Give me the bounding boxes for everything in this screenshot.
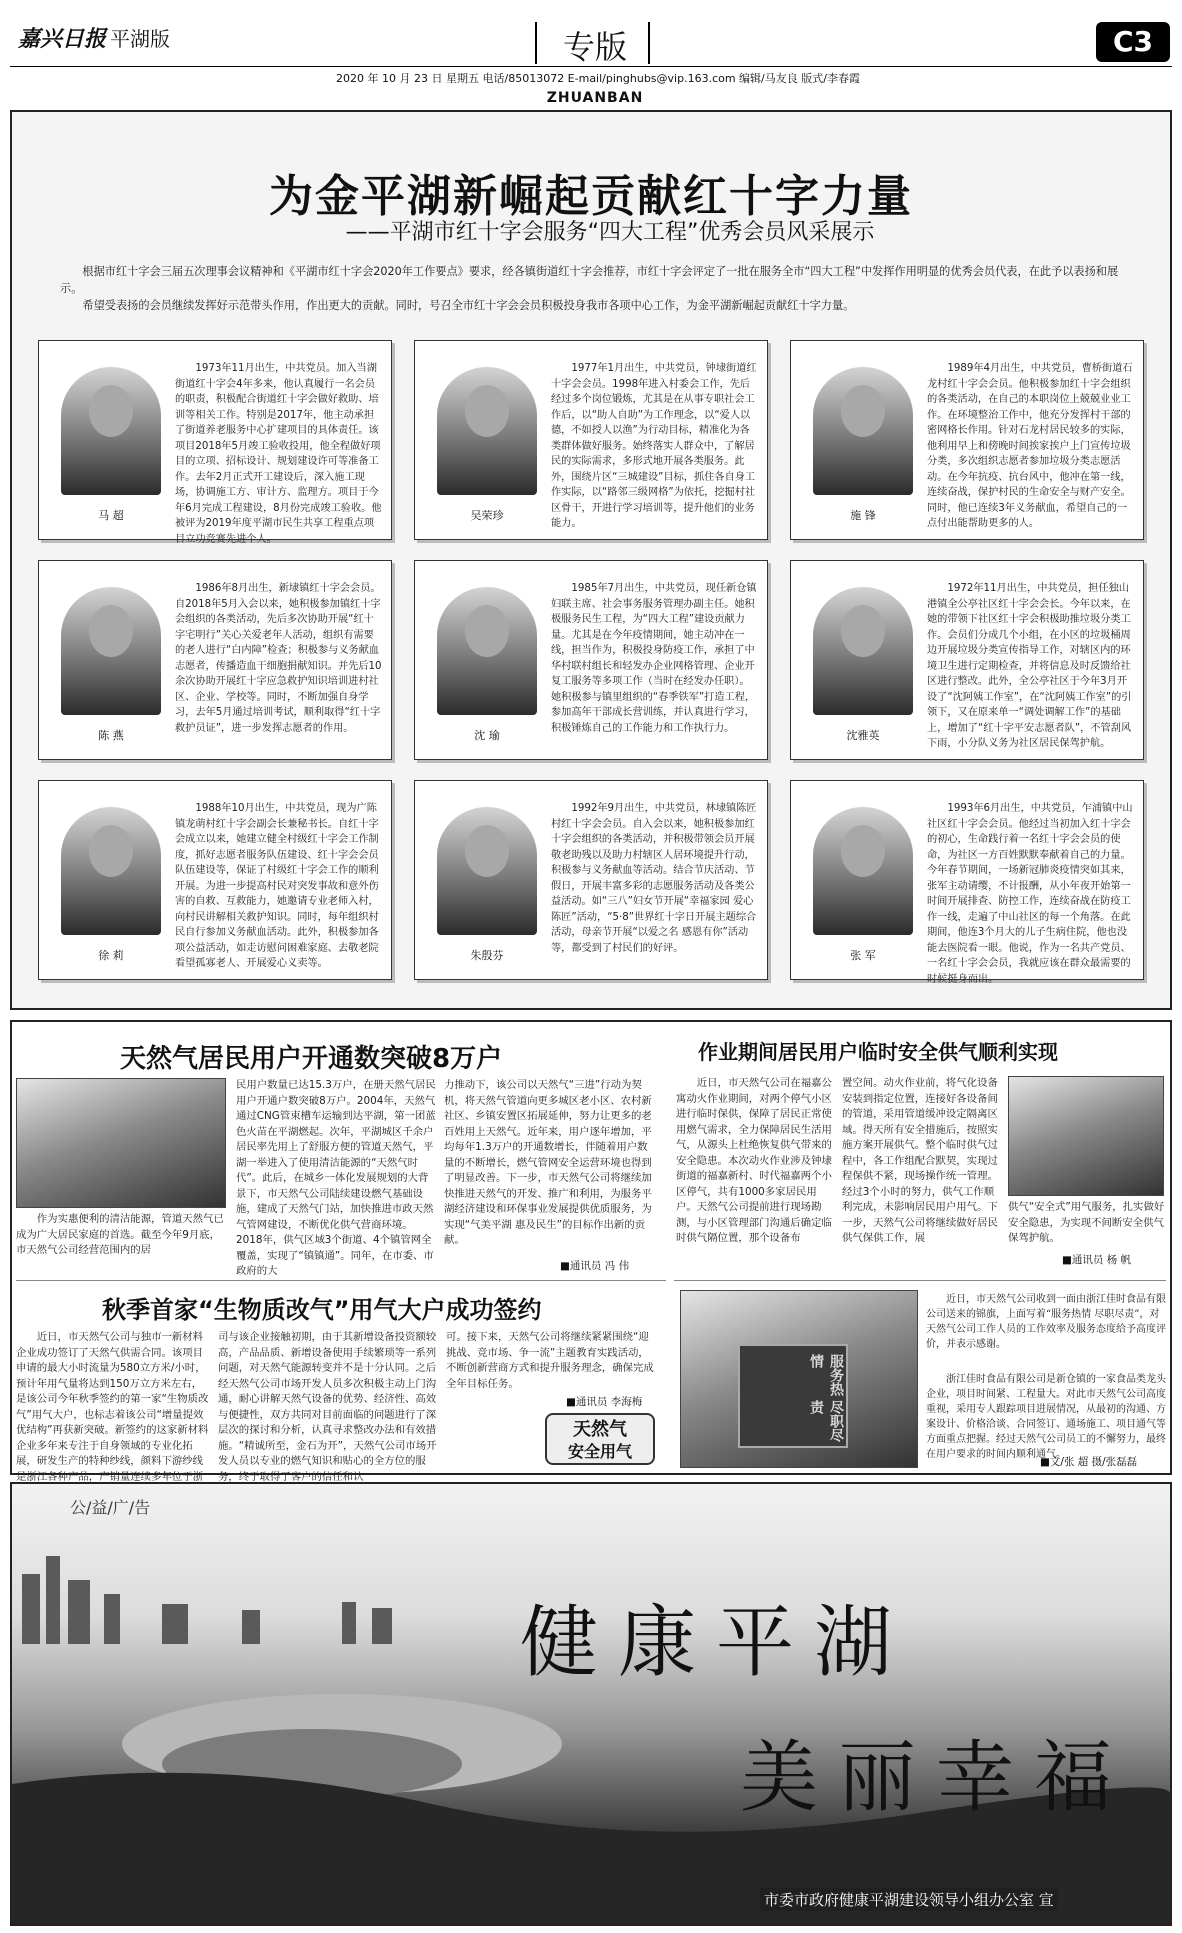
intro-paragraph: 希望受表扬的会员继续发挥好示范带头作用，作出更大的贡献。同时，号召全市红十字会会员积极投身我市各项中心工作，为金平湖新崛起贡献红十字力量。 [82,299,855,312]
badge-line: 天然气 [573,1419,627,1440]
article-column: 浙江佳时食品有限公司是新仓镇的一家食品类龙头企业，项目时间紧、工程量大。对此市天然气公司高度重视，采用专人跟踪项目进展情况，从最初的沟通、方案设计、价格洽谈、合同签订、通场施工、项目通气等方面重点把握。经过天然气公司员工的不懈努力，最终在用户要求的时间内顺利通气。 [926,1374,1166,1460]
member-photo [813,367,913,495]
member-bio: 1985年7月出生，中共党员，现任新仓镇妇联主席、社会事务服务管理办副主任。她积极服务民生工程，为“四大工程”建设贡献力量。尤其是在今年疫情期间，她主动冲在一线，担当作为，积极投身防疫工作，承担了中华村联村组长和轻发办企业网格管理、企业开复工服务等多项工作（当时在经发办任职）。她积极参与镇里组织的“春季铁军”打造工程，参加高年干部成长营训练，并认真进行学习，积极锤炼自己的工作能力和工作执行力。 [551,583,757,734]
member-photo [437,367,537,495]
member-bio: 1972年11月出生，中共党员，担任独山港镇全公亭社区红十字会会长。今年以来，在她的带领下社区红十字会积极助推垃圾分类工作。会员们分成几个小组，在小区的垃圾桶周边开展垃圾分类宣传指导工作，对辖区内的环境卫生进行定期检查，并将信息及时反馈给社区进行整改。此外，全公亭社区于今年3月开设了“沈阿姨工作室”，在“沈阿姨工作室”的引领下，又在原来单一“调处调解工作”的基础上，增加了“红十字平安志愿者队”，不管刮风下雨，小分队义务为社区居民保驾护航。 [927,583,1132,749]
member-photo [61,807,161,935]
member-name: 吴荣珍 [470,509,504,522]
member-card [790,780,1144,985]
member-photo [437,587,537,715]
article-column: 力推动下，该公司以天然气“三进”行动为契机，将天然气管道向更多城区老小区、农村新社区、乡镇安置区拓展延伸，努力让更多的老百姓用上天然气。近年来，用户逐年增加，平均每年1.3万户的开通数增长，伴随着用户数量的不断增长，燃气管网安全运营环境也得到了明显改善。下一步，市天然气公司将继续加快推进天然气的开发、推广和利用，为服务平湖经济建设和环保事业发展提供优质服务，为实现“气美平湖 惠及民生”的目标作出新的贡献。 [444,1079,652,1246]
ad-slogan-1: 健康平湖 [520,1598,913,1688]
article-caption: 作为实惠便利的清洁能源，管道天然气已成为广大居民家庭的首选。截至今年9月底，市天然气公司经营范围内的居 [16,1213,224,1256]
article-column: 近日，市天然气公司在福嘉公寓动火作业期间，对两个停气小区进行临时保供，保障了居民正常使用燃气需求，全力保障居民生活用气，从源头上杜绝恢复供气带来的安全隐患。本次动火作业涉及钟埭街道的福嘉新村、时代福嘉两个小区停气，共有1000多家居民用户。天然气公司提前进行现场勘测，与小区管理部门沟通后确定临时供气隔位置，那个设备布 [676,1077,832,1244]
pennant-text: 服务热情 [808,1354,844,1396]
article-photo [1008,1076,1164,1196]
member-photo [61,367,161,495]
member-bio: 1989年4月出生，中共党员，曹桥街道石龙村红十字会会员。他积极参加红十字会组织的各类活动，在自己的本职岗位上兢兢业业工作。在环境整治工作中，他充分发挥村干部的密网格长作用。针对石龙村居民较多的实际，他利用早上和傍晚时间挨家挨户上门宣传垃圾分类，多次组织志愿者参加垃圾分类志愿活动。在今年抗疫、抗台风中，他冲在第一线，连续奋战，保护村民的生命安全与财产安全。同时，他已连续3年义务献血，希望自己的一点付出能帮助更多的人。 [927,363,1133,529]
section-title: 专版 [562,28,627,66]
member-name: 张 军 [850,949,876,962]
article-column: 民用户数量已达15.3万户，在册天然气居民用户开通户数突破8万户。2004年，天然气通过CNG管束槽车运输到达平湖，第一团蓝色火苗在平湖燃起。次年，平湖城区千余户居民率先用上了舒服方便的管道天然气，平湖一举进入了使用清洁能源的“天然气时代”。此后，在城乡一体化发展规划的大背景下，市天然气公司陆续建设燃气基础设施，建成了天然气门站，加快推进市政天然气管网建设，不断优化供气营商环境。2018年，供气区域3个街道、4个镇管网全覆盖，实现了“镇镇通”。同年，在市委、市政府的大 [236,1079,436,1277]
feature-title: 为金平湖新崛起贡献红十字力量 [269,171,913,222]
article-column: 近日，市天然气公司与独市一新材料企业成功签订了天然气供需合同。该项目申请的最大小时流量为580立方米/小时，预计年用气量将达到150万立方米左右，是该公司今年秋季签约的第一家“生物质改气”用气大户，也标志着该公司“增量提效优结构”再获新突破。新签约的这家新材料企业多年来专注于自身领域的专业化拓展，研发生产的特种纱线，颜料下游纱线是浙江各种产品，产销量连续多年位于浙 [16,1331,209,1483]
pennant [738,1344,848,1448]
pennant-text: 尽职尽责 [808,1400,844,1442]
member-card [38,340,392,545]
intro-paragraph: 根据市红十字会三届五次理事会议精神和《平湖市红十字会2020年工作要点》要求，经各镇街道红十字会推荐，市红十字会评定了一批在服务全市“四大工程”中发挥作用明显的优秀会员代表，在此予以表扬和展示。 [60,265,1119,295]
member-card [38,560,392,760]
masthead-divider [535,22,537,64]
member-card [414,340,768,540]
article-column: 供气“安全式”用气服务，扎实做好安全隐患，为实现不间断安全供气保驾护航。 [1008,1201,1165,1244]
member-card [790,560,1144,760]
ad-frame [10,1482,1172,1926]
ad-label: 公/益/广/告 [70,1498,151,1517]
masthead-divider [648,22,650,64]
section-title-en: ZHUANBAN [546,90,644,106]
section-divider [16,1280,666,1281]
member-name: 陈 燕 [98,729,124,742]
member-photo [61,587,161,715]
paper-name: 嘉兴日报 [18,26,107,52]
article-column: 近日，市天然气公司收到一面由浙江佳时食品有限公司送来的锦旗，上面写着“服务热情 尽职尽责”，对天然气公司工作人员的工作效率及服务态度给予高度评价，并表示感谢。 [926,1294,1166,1350]
member-bio: 1992年9月出生，中共党员，林埭镇陈匠村红十字会会员。自入会以来，她积极参加红十字会组织的各类活动，并积极带领会员开展敬老助残以及助力村辖区人居环境提升行动，积极参与义务献血等活动。结合节庆活动、节假日，开展丰富多彩的志愿服务活动及各类公益活动。如“三八”妇女节开展“幸福家园 爱心陈匠”活动，“5·8”世界红十字日开展主题综合活动，母亲节开展“以爱之名 感恩有你”活动等，都受到了村民们的好评。 [551,803,757,954]
member-card [38,780,392,980]
article-credit: ■通讯员 冯 伟 [560,1260,630,1272]
member-name: 施 锋 [850,509,876,522]
newspaper-logo [18,22,170,53]
edition-name: 平湖版 [110,27,171,51]
member-name: 徐 莉 [98,949,124,962]
member-bio: 1973年11月出生，中共党员。加入当湖街道红十字会4年多来，他认真履行一名会员的职责，积极配合街道红十字会做好救助、培训等相关工作。特别是2017年，他主动承担了街道养老服务中心扩建项目的具体责任。该项目2018年5月竣工验收投用，他全程做好项目的立项、招标设计、规划建设许可等准备工作。去年2月正式开工建设后，深入施工现场，协调施工方、审计方、监理方。项目于今年6月完成工程建设，8月份完成竣工验收。他被评为2019年度平湖市民生共享工程重点项目立功竞赛先进个人。 [175,363,382,545]
member-bio: 1988年10月出生，中共党员，现为广陈镇龙萌村红十字会副会长兼秘书长。自红十字会成立以来，她建立健全村级红十字会工作制度，抓好志愿者服务队伍建设、红十字会会员队伍建设等，保证了村级红十字会工作的顺利开展。为进一步提高村民对突发事故和意外伤害的自救、互救能力，她邀请专业老师入村，向村民讲解相关救护知识。同时，每年组织村民自行参加义务献血活动。此外，积极参加各项公益活动，如走访慰问困难家庭、去敬老院看望孤寡老人、开展爱心义卖等。 [175,803,379,969]
safe-gas-badge [545,1413,655,1465]
member-card [414,780,768,980]
member-bio: 1993年6月出生，中共党员，乍浦镇中山社区红十字会会员。他经过当初加入红十字会的初心，生命践行着一名红十字会会员的使命，为社区一方百姓默默奉献着自己的力量。今年春节期间，一场新冠肺炎疫情突如其来，张军主动请缨，不计报酬，从小年夜开始第一时间开展排查、防控工作，连续奋战在防疫工作一线，走遍了中山社区的每一个角落。在此期间，他连3个月大的儿子生病住院，他也没能去医院看一眼。他说，作为一名共产党员、一名红十字会会员，我就应该在群众最需要的时候挺身而出。 [927,803,1133,985]
feature-intro [60,263,1140,314]
issue-info: 2020 年 10 月 23 日 星期五 电话/85013072 E-mail/pinghubs@vip.163.com 编辑/马友良 版式/李春霞 [336,72,860,85]
article-column: 可。接下来，天然气公司将继续紧紧围绕“迎挑战、竞市场、争一流”主题教育实践活动，不断创新营商方式和提升服务理念，确保完成全年目标任务。 [446,1331,654,1390]
article-column: 司与该企业接触初期，由于其新增设备投资额较高，产品品质、新增设备使用手续繁琐等一系列问题，对天然气能源转变并不是十分认同。之后经天然气公司市场开发人员多次积极主动上门沟通，耐心讲解天然气设备的优势、经济性、高效与便捷性，双方共同对目前面临的问题进行了深层次的探讨和分析，认真寻求整改办法和有效措施。“精诚所至，金石为开”，天然气公司市场开发人员以专业的燃气知识和贴心的全方位的服务，终于取得了客户的信任和认 [218,1331,437,1483]
ad-slogan-2: 美丽幸福 [740,1733,1133,1823]
member-card [414,560,768,760]
article-photo [16,1078,226,1208]
member-name: 沈 瑜 [474,729,500,742]
member-photo [813,587,913,715]
section-divider [674,1280,1166,1281]
member-photo [437,807,537,935]
article-credit: ■文/张 超 摄/张磊磊 [1040,1456,1138,1468]
article-credit: ■通讯员 李海梅 [566,1396,643,1408]
article-title: 秋季首家“生物质改气”用气大户成功签约 [102,1296,542,1324]
ad-credit: 市委市政府健康平湖建设领导小组办公室 宣 [760,1888,1058,1911]
article-title: 天然气居民用户开通数突破8万户 [120,1044,503,1074]
member-photo [813,807,913,935]
member-name: 朱殷芬 [470,949,504,962]
article-title: 作业期间居民用户临时安全供气顺利实现 [698,1040,1058,1064]
article-column: 置空间。动火作业前，将气化设备安装到指定位置，连接好各设备间的管道，采用管道缓冲设定隔离区域。得天所有安全措施后，按照实施方案开展供气。整个临时供气过程中，各工作组配合默契，实现过程保供不紧，现场操作统一管理。经过3个小时的努力，供气工作顺利完成，未影响居民用户用气。下一步，天然气公司将继续做好居民供气保供工作，展 [842,1077,998,1244]
member-bio: 1986年8月出生，新埭镇红十字会会员。自2018年5月入会以来，她积极参加镇红十字会组织的各类活动，先后多次协助开展“红十字宅明行”关心关爱老年人活动，组织有需要的老人进行“白内障”检查；积极参与义务献血志愿者，传播造血干细胞捐献知识。并先后10余次协助开展红十字应急救护知识培训进村社区、企业、学校等。同时，不断加强自身学习，去年5月通过培训考试，顺利取得“红十字救护员证”，进一步发挥志愿者的作用。 [175,583,382,734]
page-number: C3 [1096,22,1170,62]
member-card [790,340,1144,540]
masthead-rule [10,66,1172,67]
badge-line: 安全用气 [567,1442,632,1461]
article-credit: ■通讯员 杨 帆 [1062,1254,1132,1266]
member-name: 沈雅英 [846,729,880,742]
member-name: 马 超 [98,509,124,522]
member-bio: 1977年1月出生，中共党员，钟埭街道红十字会会员。1998年进入村委会工作，先后经过多个岗位锻炼，尤其是在从事专职社会工作后，以“助人自助”为工作理念，以“爱人以德，不如授人以渔”为行动目标，精准化为各类群体做好服务。始终落实人群众中，了解居民的实际需求，多形式地开展各类服务。此外，围绕片区“三城建设”目标，抓住各自身工作实际，以“路邻三级网格”为依托，挖掘村社区骨干，开进行学习培训等，提升他们的业务能力。 [551,363,757,529]
feature-subtitle: ——平湖市红十字会服务“四大工程”优秀会员风采展示 [345,220,875,245]
